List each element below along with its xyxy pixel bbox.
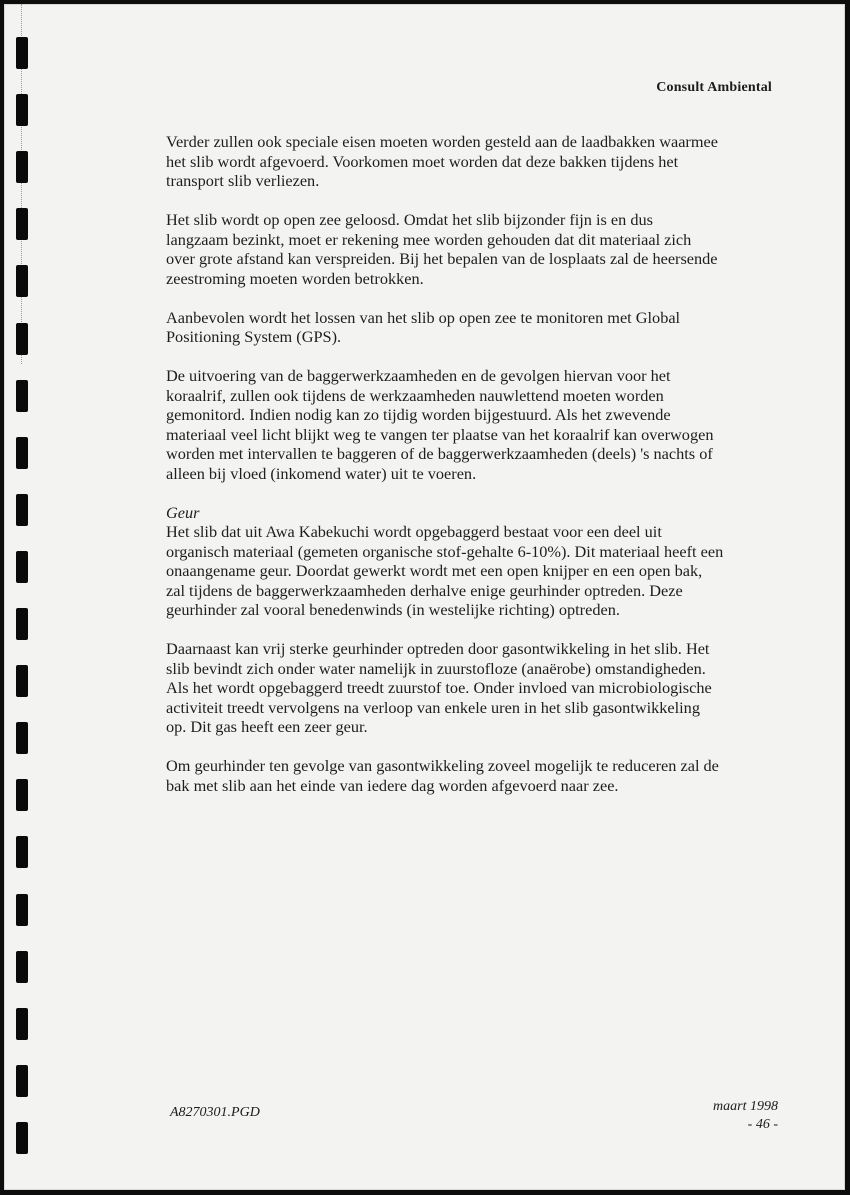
binder-hole bbox=[16, 380, 28, 412]
paragraph-gps bbox=[166, 308, 786, 347]
text-line: geurhinder zal vooral benedenwinds (in westelijke richting) optreden. bbox=[166, 600, 620, 619]
binder-hole bbox=[16, 779, 28, 811]
text-line: zeestroming moeten worden betrokken. bbox=[166, 268, 424, 288]
binder-hole bbox=[16, 894, 28, 926]
text-line: Het slib wordt op open zee geloosd. Omdat het slib bijzonder fijn is en dus bbox=[166, 210, 653, 229]
text-line: Aanbevolen wordt het lossen van het slib op open zee te monitoren met Global bbox=[166, 307, 681, 327]
text-line: onaangename geur. Doordat gewerkt wordt met een open knijper en een open bak, bbox=[166, 561, 703, 580]
text-line: alleen bij vloed (inkomend water) uit te voeren. bbox=[166, 463, 477, 483]
binder-hole bbox=[16, 665, 28, 697]
text-line: slib bevindt zich onder water namelijk in zuurstofloze (anaërobe) omstandigheden. bbox=[166, 658, 706, 678]
binder-hole bbox=[16, 551, 28, 583]
binder-hole bbox=[16, 37, 28, 69]
document-body bbox=[166, 132, 786, 815]
paragraph-koraalrif bbox=[166, 366, 786, 483]
binder-hole bbox=[16, 265, 28, 297]
text-line: over grote afstand kan verspreiden. Bij het bepalen van de losplaats zal de heersende bbox=[166, 249, 718, 268]
text-line: worden met intervallen te baggeren of de baggerwerkzaamheden (deels) 's nachts of bbox=[166, 444, 713, 463]
paragraph-geur bbox=[166, 503, 786, 620]
text-line: Het slib dat uit Awa Kabekuchi wordt opgebaggerd bestaat voor een deel uit bbox=[166, 522, 662, 541]
binder-hole bbox=[16, 437, 28, 469]
binder-hole bbox=[16, 323, 28, 355]
binder-holes bbox=[0, 0, 40, 1195]
paragraph-laadbakken bbox=[166, 132, 786, 191]
binder-hole bbox=[16, 151, 28, 183]
binder-hole bbox=[16, 494, 28, 526]
binder-hole bbox=[16, 1008, 28, 1040]
text-line: activiteit treedt vervolgens na verloop van enkele uren in het slib gasontwikkeling bbox=[166, 697, 700, 717]
text-line: Verder zullen ook speciale eisen moeten worden gesteld aan de laadbakken waarmee bbox=[166, 132, 718, 151]
text-line: De uitvoering van de baggerwerkzaamheden en de gevolgen hiervan voor het bbox=[166, 366, 671, 385]
binder-hole bbox=[16, 722, 28, 754]
binder-hole bbox=[16, 208, 28, 240]
text-line: Positioning System (GPS). bbox=[166, 327, 342, 346]
text-line: koraalrif, zullen ook tijdens de werkzaamheden nauwlettend moeten worden bbox=[166, 385, 664, 405]
paragraph-gasontwikkeling bbox=[166, 639, 786, 737]
text-line: bak met slib aan het einde van iedere dag worden afgevoerd naar zee. bbox=[166, 775, 619, 795]
document-code: A8270301.PGD bbox=[170, 1105, 260, 1120]
text-line: Als het wordt opgebaggerd treedt zuurstof toe. Onder invloed van microbiologische bbox=[166, 678, 712, 697]
text-line: zal tijdens de baggerwerkzaamheden derhalve enige geurhinder optreden. Deze bbox=[166, 580, 683, 600]
text-line: materiaal veel licht blijkt weg te vangen ter plaatse van het koraalrif kan overwogen bbox=[166, 424, 714, 444]
company-header: Consult Ambiental bbox=[656, 80, 772, 95]
text-line: op. Dit gas heeft een zeer geur. bbox=[166, 717, 368, 736]
binder-hole bbox=[16, 94, 28, 126]
text-line: langzaam bezinkt, moet er rekening mee worden gehouden dat dit materiaal zich bbox=[166, 229, 692, 249]
text-line: Om geurhinder ten gevolge van gasontwikkeling zoveel mogelijk te reduceren zal de bbox=[166, 756, 719, 775]
binder-hole bbox=[16, 951, 28, 983]
binder-hole bbox=[16, 1065, 28, 1097]
text-line: transport slib verliezen. bbox=[166, 171, 320, 190]
document-date: maart 1998 bbox=[713, 1099, 778, 1114]
footer-date-page bbox=[713, 1098, 778, 1134]
binder-hole bbox=[16, 608, 28, 640]
text-line: Daarnaast kan vrij sterke geurhinder optreden door gasontwikkeling in het slib. Het bbox=[166, 639, 710, 658]
page-number: - 46 - bbox=[747, 1117, 778, 1132]
text-line: het slib wordt afgevoerd. Voorkomen moet worden dat deze bakken tijdens het bbox=[166, 151, 679, 171]
text-line: organisch materiaal (gemeten organische stof-gehalte 6-10%). Dit materiaal heeft een bbox=[166, 541, 724, 561]
binder-hole bbox=[16, 1122, 28, 1154]
paragraph-reductie bbox=[166, 756, 786, 795]
text-line: gemonitord. Indien nodig kan zo tijdig worden bijgestuurd. Als het zwevende bbox=[166, 405, 671, 424]
paragraph-lozing bbox=[166, 210, 786, 288]
section-subheading: Geur bbox=[166, 502, 200, 522]
binder-hole bbox=[16, 836, 28, 868]
